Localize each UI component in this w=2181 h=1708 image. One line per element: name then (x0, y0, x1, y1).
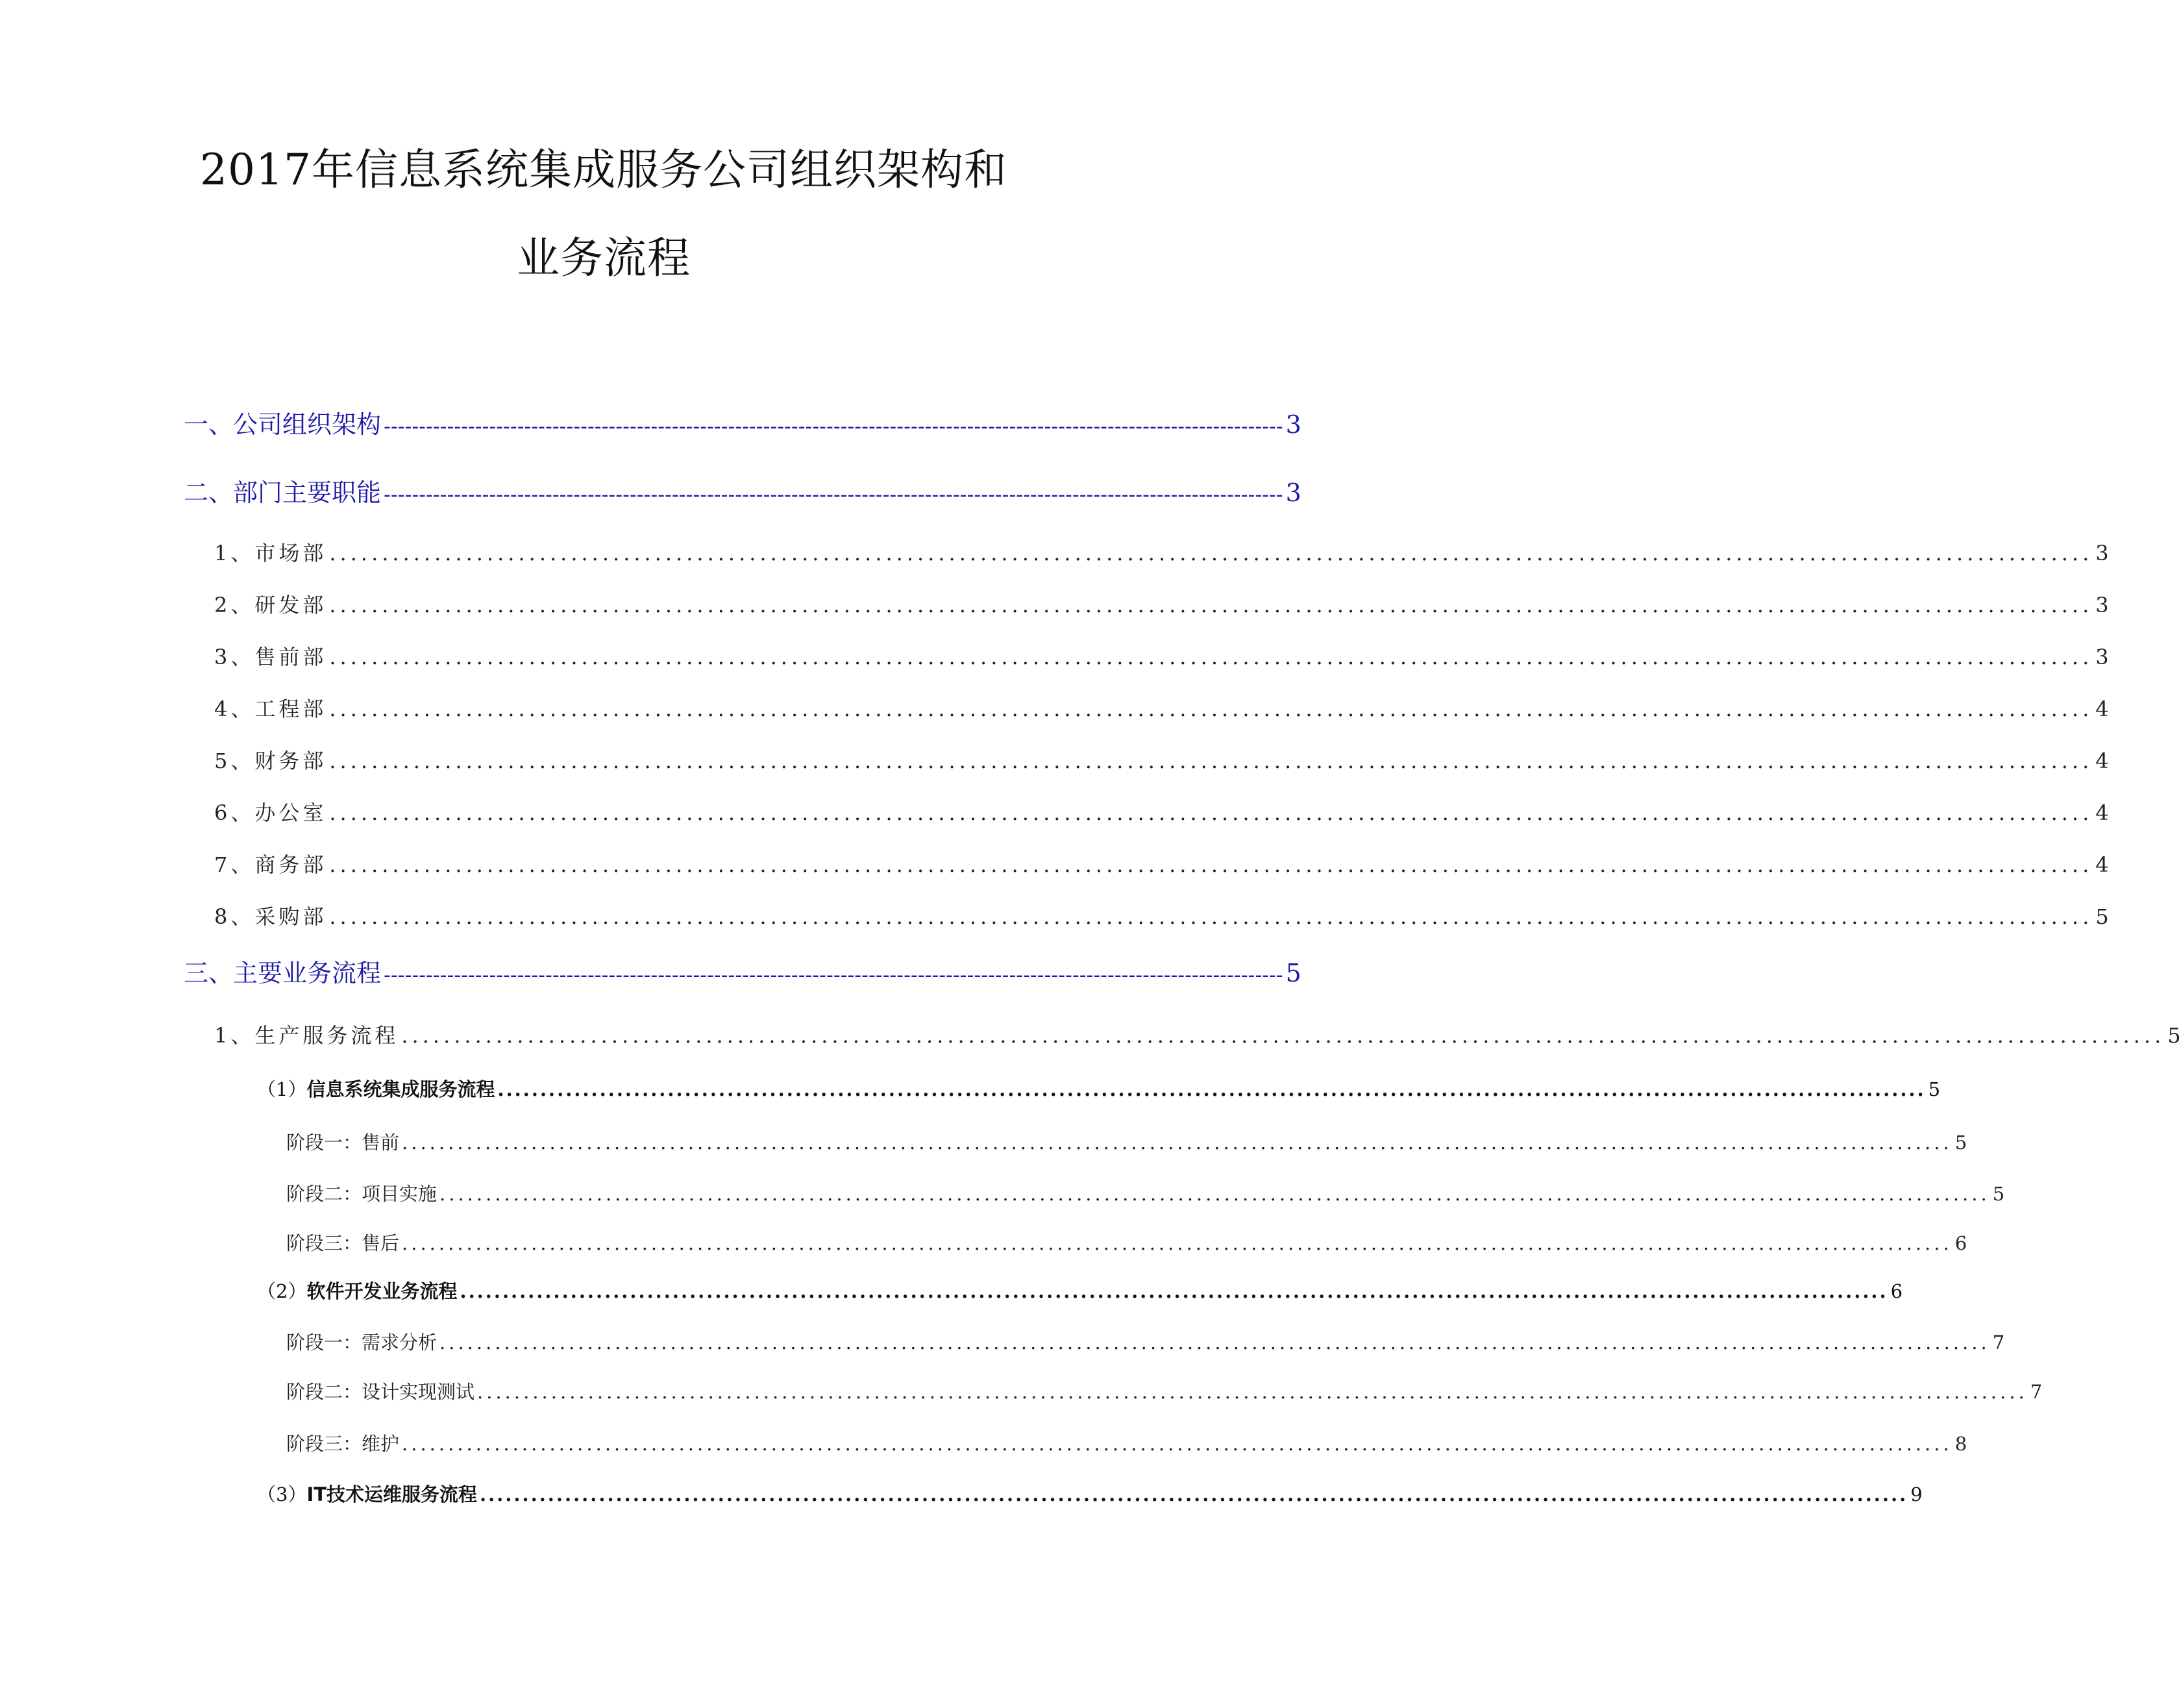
toc-entry-label: 阶段三：售后 (286, 1232, 400, 1254)
toc-entry-label: 二、部门主要职能 (184, 478, 382, 507)
toc-leader-dots: ........................................................................................................................................................................ (402, 1132, 1953, 1154)
toc-entry-procurement-dept[interactable] (214, 902, 2109, 932)
toc-entry-label: 阶段一：需求分析 (286, 1331, 437, 1354)
toc-page-number: 5 (1285, 959, 1301, 987)
toc-leader-dots: ........................................................................................................................................................................ (477, 1381, 2028, 1403)
toc-entry-label: 2、研发部 (214, 593, 327, 617)
toc-leader-dots: ........................................................................................................................................................................ (497, 1078, 1926, 1100)
toc-page-number: 8 (1954, 1433, 1967, 1455)
toc-entry-label: 1、生产服务流程 (214, 1023, 399, 1048)
toc-page-number: 7 (2030, 1381, 2043, 1403)
toc-entry-label: 阶段三：维护 (286, 1433, 400, 1455)
toc-entry-number: （2） (257, 1280, 307, 1302)
toc-entry-stage-aftersales[interactable] (286, 1230, 1967, 1257)
toc-entry-business-dept[interactable] (214, 850, 2109, 880)
toc-leader-dashes: -------------------------------------------------------------------------------------------------------------------------------- (384, 964, 1283, 987)
toc-entry-rnd-dept[interactable] (214, 590, 2109, 620)
toc-page-number: 3 (2095, 541, 2109, 565)
toc-entry-software-dev-process[interactable] (257, 1278, 1903, 1305)
toc-leader-dots: ........................................................................................................................................................................ (329, 593, 2093, 617)
toc-entry-label: 一、公司组织架构 (184, 410, 382, 439)
toc-entry-label: 5、财务部 (214, 749, 327, 773)
toc-page-number: 5 (2095, 904, 2109, 929)
toc-entry-text: 信息系统集成服务流程 (306, 1078, 495, 1100)
toc-page-number: 4 (2095, 800, 2109, 825)
toc-page-number: 3 (2095, 645, 2109, 669)
toc-entry-number: （1） (257, 1078, 307, 1100)
document-title-line-2: 业务流程 (517, 233, 691, 283)
toc-page-number: 4 (2095, 749, 2109, 773)
toc-leader-dots: ........................................................................................................................................................................ (402, 1433, 1953, 1455)
toc-leader-dots: ........................................................................................................................................................................ (329, 800, 2093, 825)
toc-page-number: 7 (1992, 1331, 2005, 1354)
toc-leader-dots: ........................................................................................................................................................................ (329, 749, 2093, 773)
toc-entry-label: 阶段一：售前 (286, 1132, 400, 1154)
toc-leader-dots: ........................................................................................................................................................................ (402, 1232, 1953, 1254)
toc-entry-label (257, 1076, 495, 1103)
toc-entry-label: 8、采购部 (214, 904, 327, 929)
toc-entry-label: 4、工程部 (214, 697, 327, 721)
toc-leader-dots: ........................................................................................................................................................................ (329, 645, 2093, 669)
toc-entry-text: 软件开发业务流程 (306, 1280, 458, 1302)
toc-entry-stage-design-test[interactable] (286, 1378, 2043, 1405)
toc-leader-dots: ........................................................................................................................................................................ (329, 697, 2093, 721)
toc-entry-engineering-dept[interactable] (214, 694, 2109, 724)
toc-entry-it-ops-process[interactable] (257, 1481, 1923, 1508)
toc-leader-dots: ........................................................................................................................................................................ (329, 904, 2093, 929)
toc-leader-dots: ........................................................................................................................................................................ (460, 1280, 1888, 1302)
toc-entry-presales-dept[interactable] (214, 642, 2109, 672)
toc-page-number: 6 (1954, 1232, 1967, 1254)
toc-entry-label: 3、售前部 (214, 645, 327, 669)
toc-entry-office[interactable] (214, 798, 2109, 828)
toc-page-number: 4 (2095, 852, 2109, 877)
toc-page-number: 5 (2167, 1023, 2181, 1048)
toc-entry-label: 阶段二：项目实施 (286, 1183, 437, 1205)
toc-entry-company-org-structure[interactable] (184, 408, 1301, 444)
toc-page-number: 6 (1890, 1280, 1903, 1302)
toc-leader-dots: ........................................................................................................................................................................ (480, 1483, 1908, 1505)
toc-entry-stage-maintenance[interactable] (286, 1430, 1967, 1457)
toc-entry-text: IT技术运维服务流程 (306, 1483, 478, 1505)
toc-entry-finance-dept[interactable] (214, 746, 2109, 776)
toc-entry-stage-requirements[interactable] (286, 1329, 2005, 1356)
toc-entry-label (257, 1481, 477, 1508)
document-title-line-1: 2017年信息系统集成服务公司组织架构和 (200, 145, 1007, 195)
toc-page-number: 3 (1285, 478, 1301, 507)
toc-entry-label: 阶段二：设计实现测试 (286, 1381, 475, 1403)
toc-entry-department-functions[interactable] (184, 476, 1301, 512)
toc-leader-dots: ........................................................................................................................................................................ (329, 852, 2093, 877)
toc-leader-dots: ........................................................................................................................................................................ (439, 1183, 1990, 1205)
toc-entry-label: 7、商务部 (214, 852, 327, 877)
toc-entry-label: 三、主要业务流程 (184, 959, 382, 987)
toc-leader-dashes: -------------------------------------------------------------------------------------------------------------------------------- (384, 484, 1283, 506)
toc-entry-production-service-process[interactable] (214, 1021, 2181, 1050)
toc-leader-dots: ........................................................................................................................................................................ (401, 1023, 2165, 1048)
toc-page-number: 5 (1954, 1132, 1967, 1154)
toc-entry-marketing-dept[interactable] (214, 538, 2109, 568)
toc-leader-dashes: -------------------------------------------------------------------------------------------------------------------------------- (384, 415, 1283, 438)
toc-entry-stage-implementation[interactable] (286, 1180, 2005, 1207)
toc-entry-label: 1、市场部 (214, 541, 327, 565)
toc-leader-dots: ........................................................................................................................................................................ (329, 541, 2093, 565)
toc-page-number: 3 (1285, 410, 1301, 439)
toc-leader-dots: ........................................................................................................................................................................ (439, 1331, 1990, 1354)
toc-page-number: 4 (2095, 697, 2109, 721)
toc-page-number: 3 (2095, 593, 2109, 617)
toc-page-number: 5 (1928, 1078, 1941, 1100)
toc-entry-system-integration-process[interactable] (257, 1076, 1941, 1103)
toc-entry-label: 6、办公室 (214, 800, 327, 825)
toc-entry-stage-presales[interactable] (286, 1129, 1967, 1156)
toc-page-number: 5 (1992, 1183, 2005, 1205)
toc-entry-label (257, 1278, 457, 1305)
toc-entry-number: （3） (257, 1483, 307, 1505)
toc-entry-main-business-processes[interactable] (184, 956, 1301, 993)
toc-page-number: 9 (1910, 1483, 1923, 1505)
